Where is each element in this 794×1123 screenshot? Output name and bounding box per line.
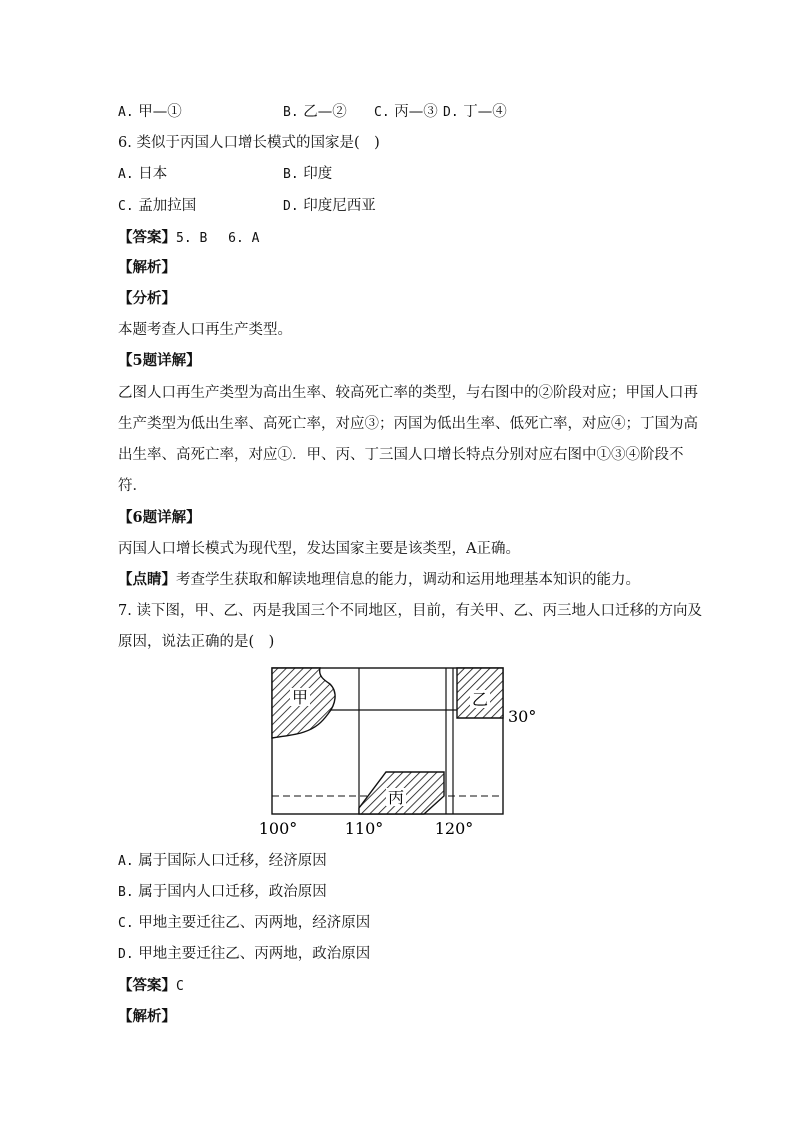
label-bing: 丙 [387, 788, 405, 807]
q6-option-b: B. 印度 [283, 166, 333, 182]
q5-option-d: D. 丁—④ [443, 104, 507, 120]
q6-stem: 6. 类似于丙国人口增长模式的国家是( ) [118, 135, 380, 151]
q5-option-c: C. 丙—③ [374, 104, 438, 120]
label-jia: 甲 [291, 688, 309, 707]
q6-detail-text: 丙国人口增长模式为现代型，发达国家主要是该类型，A正确。 [118, 541, 520, 557]
latitude-label: 30° [508, 707, 537, 726]
q7-option-a: A. 属于国际人口迁移，经济原因 [118, 853, 327, 869]
q5-detail-line-2: 生产类型为低出生率、高死亡率，对应③；丙国为低出生率、低死亡率，对应④；丁国为高 [118, 416, 698, 432]
dianjing: 【点睛】考查学生获取和解读地理信息的能力，调动和运用地理基本知识的能力。 [118, 571, 640, 588]
q7-stem-line-1: 7. 读下图，甲、乙、丙是我国三个不同地区，目前，有关甲、乙、丙三地人口迁移的方向及 [118, 603, 702, 619]
q6-detail-label: 【6题详解】 [118, 509, 201, 526]
lon-label-100: 100° [258, 819, 298, 838]
q7-stem-line-2: 原因，说法正确的是( ) [118, 634, 275, 650]
lon-label-120: 120° [434, 819, 474, 838]
q5-option-a: A. 甲—① [118, 104, 182, 120]
q5-detail-line-1: 乙图人口再生产类型为高出生率、较高死亡率的类型，与右图中的②阶段对应；甲国人口再 [118, 385, 698, 401]
q7-option-d: D. 甲地主要迁往乙、丙两地，政治原因 [118, 946, 371, 962]
answer-1: 【答案】5. B 6. A [118, 229, 260, 246]
jiexi-label-2: 【解析】 [118, 1008, 176, 1025]
region-map-figure [258, 662, 548, 840]
q5-detail-line-4: 符． [118, 478, 147, 494]
jiexi-label-1: 【解析】 [118, 259, 176, 276]
fenxi-text: 本题考查人口再生产类型。 [118, 322, 292, 338]
q5-detail-label: 【5题详解】 [118, 352, 201, 369]
q5-detail-line-3: 出生率、高死亡率，对应①．甲、丙、丁三国人口增长特点分别对应右图中①③④阶段不 [118, 447, 684, 463]
q6-option-d: D. 印度尼西亚 [283, 198, 376, 214]
q5-option-b: B. 乙—② [283, 104, 347, 120]
answer-2: 【答案】C [118, 977, 184, 994]
fenxi-label: 【分析】 [118, 290, 176, 307]
q6-option-c: C. 孟加拉国 [118, 198, 197, 214]
q7-option-b: B. 属于国内人口迁移，政治原因 [118, 884, 327, 900]
q6-option-a: A. 日本 [118, 166, 168, 182]
q7-option-c: C. 甲地主要迁往乙、丙两地，经济原因 [118, 915, 371, 931]
lon-label-110: 110° [344, 819, 384, 838]
label-yi: 乙 [471, 690, 489, 709]
